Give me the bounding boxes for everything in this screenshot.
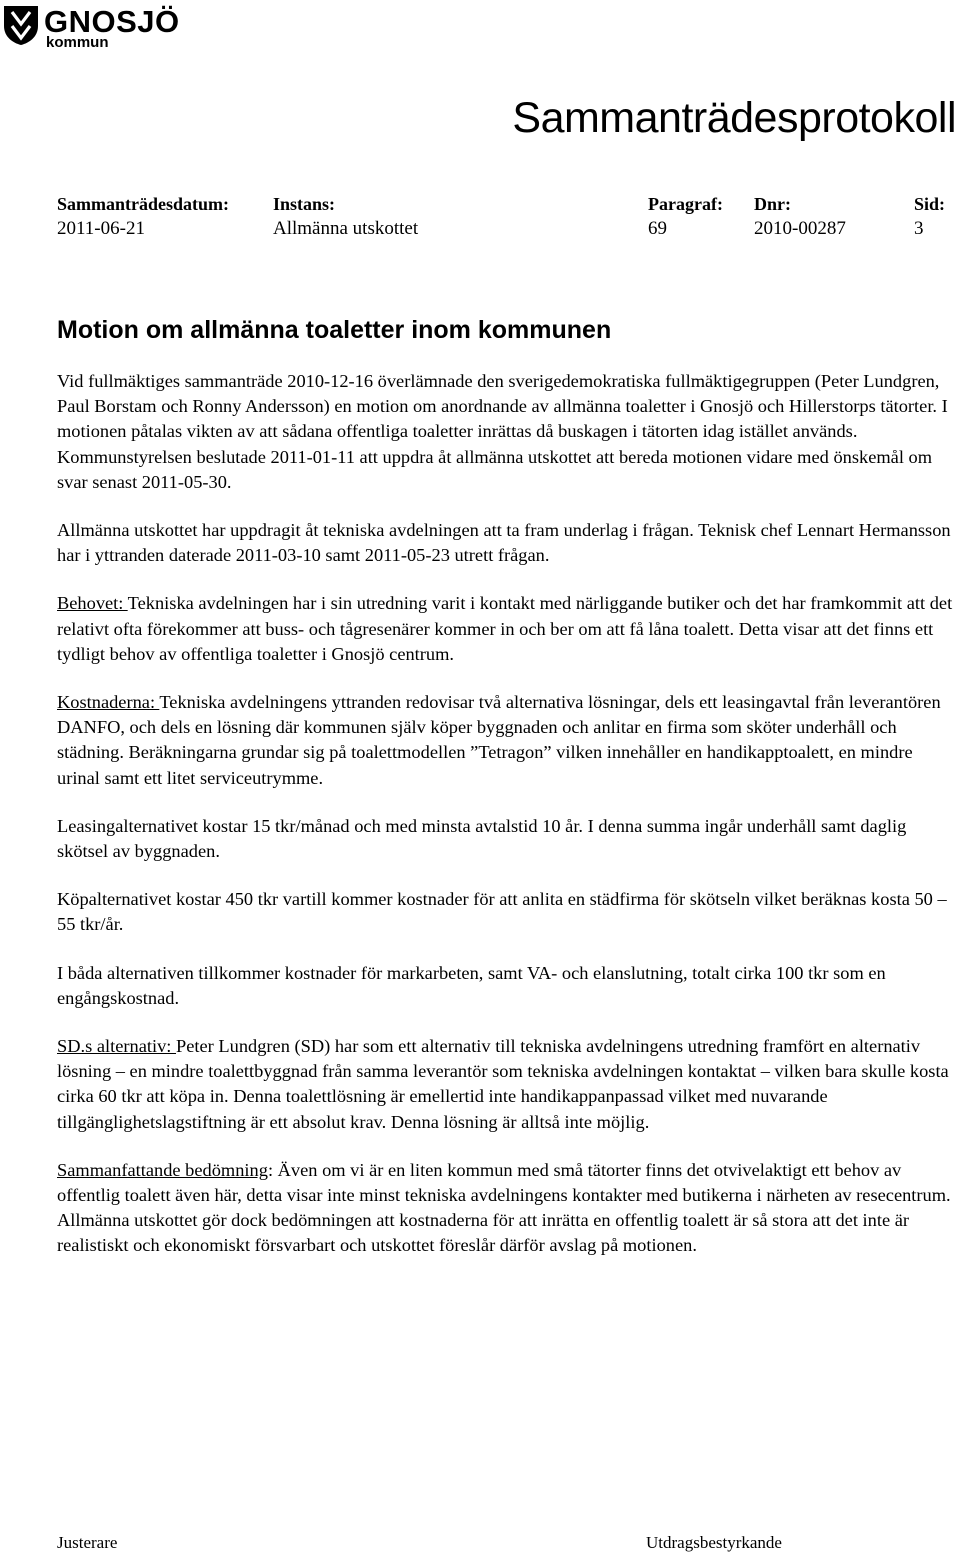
- sd-alternative-label: SD.s alternativ:: [57, 1036, 177, 1057]
- paragraph-additional-costs: [57, 961, 957, 1011]
- paragraph-purchase-text: Köpalternativet kostar 450 tkr vartill kommer kostnader för att anlita en städfirma för skötseln vilket beräknas kosta 50 – 55 tkr/år.: [57, 889, 947, 935]
- logo-subtitle: kommun: [46, 34, 109, 51]
- coat-of-arms-icon: [2, 4, 40, 46]
- need-label: Behovet:: [57, 593, 128, 614]
- costs-label: Kostnaderna:: [57, 692, 160, 713]
- paragraph-leasing: [57, 814, 957, 864]
- paragraph-sd-alternative-text: Peter Lundgren (SD) har som ett alternativ till tekniska avdelningens utredning framfört en alternativ lösning – en mindre toalettbyggnad från samma leverantör som tekniska avdelningen kontaktat – vilken bara skulle kosta cirka 60 tkr att köpa in. Denna toalettlösning är emellertid inte handikappanpassad vilket med nuvarande tillgänglighetslagstiftning är ett absolut krav. Denna lösning är alltså inte möjlig.: [57, 1036, 949, 1132]
- paragraph-assignment: [57, 445, 957, 495]
- paragraph-investigation-text: Allmänna utskottet har uppdragit åt tekniska avdelningen att ta fram underlag i frågan. Teknisk chef Lennart Hermansson har i yttranden daterade 2011-03-10 samt 2011-05-23 utrett frågan.: [57, 520, 951, 566]
- summary-label: Sammanfattande bedömning: [57, 1159, 268, 1180]
- municipality-logo: [2, 4, 180, 51]
- instans-label: Instans:: [273, 194, 336, 214]
- paragraph-assignment-text: Kommunstyrelsen beslutade 2011-01-11 att uppdra åt allmänna utskottet att bereda motionen vidare med önskemål om svar senast 2011-05-30.: [57, 446, 933, 492]
- paragraph-purchase: [57, 887, 957, 937]
- document-title: Sammanträdesprotokoll: [512, 94, 956, 142]
- paragraf-label: Paragraf:: [648, 194, 723, 214]
- paragraph-summary: [57, 1158, 957, 1259]
- logo-name: GNOSJÖ: [44, 4, 180, 39]
- paragraph-leasing-text: Leasingalternativet kostar 15 tkr/månad och med minsta avtalstid 10 år. I denna summa ingår underhåll samt daglig skötsel av byggnaden.: [57, 815, 907, 862]
- section-heading: Motion om allmänna toaletter inom kommunen: [57, 316, 612, 344]
- paragraph-costs: [57, 690, 957, 791]
- paragraph-sd-alternative: [57, 1034, 957, 1135]
- paragraph-need-text: Tekniska avdelningen har i sin utredning varit i kontakt med närliggande butiker och det har framkommit att det relativt ofta förekommer att buss- och tågresenärer kommer in och ber om att få låna toalett. Detta visar att det finns ett tydligt behov av offentliga toaletter i Gnosjö centrum.: [57, 593, 953, 664]
- paragraf-value: 69: [648, 218, 667, 239]
- paragraph-need: [57, 591, 957, 667]
- sid-value: 3: [914, 218, 924, 239]
- dnr-value: 2010-00287: [754, 218, 846, 239]
- dnr-label: Dnr:: [754, 194, 791, 214]
- document-body: [57, 369, 957, 1282]
- footer-justerare: Justerare: [57, 1533, 118, 1552]
- paragraph-costs-text: Tekniska avdelningens yttranden redovisar två alternativa lösningar, dels ett leasingavtal från leverantören DANFO, och dels en lösning där kommunen själv köper byggnaden och anlitar en firma som sköter underhåll och städning. Beräkningarna grundar sig på toalettmodellen ”Tetragon” vilken innehåller en handikapptoalett, en mindre urinal samt ett litet serviceutrymme.: [57, 692, 941, 788]
- date-value: 2011-06-21: [57, 218, 145, 239]
- paragraph-summary-text: : Även om vi är en liten kommun med små tätorter finns det otvivelaktigt ett behov av offentlig toalett även här, detta visar inte minst tekniska avdelningens kontakter med butikerna i närheten av resecentrum. Allmänna utskottet gör dock bedömningen att kostnaderna för att inrätta en offentlig toalett är så stora att det inte är realistiskt och ekonomiskt försvarbart och utskottet föreslår därför avslag på motionen.: [57, 1159, 951, 1256]
- paragraph-motion-text: Vid fullmäktiges sammanträde 2010-12-16 överlämnade den sverigedemokratiska fullmäktigegruppen (Peter Lundgren, Paul Borstam och Ronny Andersson) en motion om anordnande av allmänna toaletter i Gnosjö och Hillerstorps tätorter. I motionen påtalas vikten av att sådana offentliga toaletter inrättas då buskagen i tätorten idag istället används.: [57, 371, 948, 442]
- paragraph-investigation: [57, 518, 957, 568]
- paragraph-additional-costs-text: I båda alternativen tillkommer kostnader för markarbeten, samt VA- och elanslutning, totalt cirka 100 tkr som en engångskostnad.: [57, 962, 886, 1008]
- paragraph-motion: [57, 369, 957, 445]
- footer-utdragsbestyrkande: Utdragsbestyrkande: [646, 1533, 782, 1552]
- sid-label: Sid:: [914, 194, 946, 214]
- date-label: Sammanträdesdatum:: [57, 194, 230, 214]
- instans-value: Allmänna utskottet: [273, 218, 419, 239]
